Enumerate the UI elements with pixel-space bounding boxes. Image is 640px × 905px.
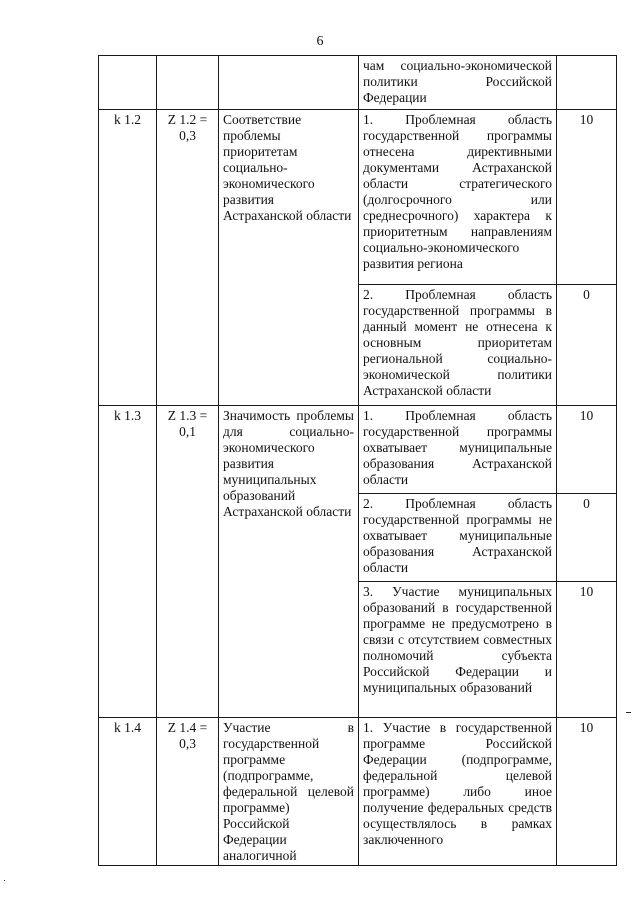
table-row <box>99 110 617 285</box>
score-cell: 0 <box>557 285 617 406</box>
criterion-code-cell: k 1.2 <box>99 110 157 406</box>
score-cell: 10 <box>557 110 617 285</box>
option-cell: 2. Проблемная область государственной программы не охватывает муниципальные образования Астраханской области <box>359 494 557 582</box>
criterion-cell: Соответствие проблемы приоритетам социально-экономического развития Астраханской области <box>219 110 359 406</box>
weight-cell <box>157 56 219 110</box>
criterion-cell <box>219 56 359 110</box>
option-cell: 1. Участие в государственной программе Российской Федерации (подпрограмме, федеральной целевой программе) либо иное получение федеральных средств осуществлялось в рамках заключенного <box>359 718 557 866</box>
criterion-cell: Участие в государственной программе (подпрограмме, федеральной целевой программе) Российской Федерации аналогичной <box>219 718 359 866</box>
weight-cell: Z 1.3 = 0,1 <box>157 406 219 718</box>
criteria-table <box>98 55 617 866</box>
criterion-code-cell: k 1.3 <box>99 406 157 718</box>
page-number: 6 <box>316 34 324 49</box>
criterion-cell: Значимость проблемы для социально-экономического развития муниципальных образований Астраханской области <box>219 406 359 718</box>
criterion-code-cell: k 1.4 <box>99 718 157 866</box>
option-cell: 3. Участие муниципальных образований в государственной программе не предусмотрено в связи с отсутствием совместных полномочий субъекта Российской Федерации и муниципальных образований <box>359 582 557 718</box>
weight-cell: Z 1.4 = 0,3 <box>157 718 219 866</box>
scan-mark <box>626 712 631 713</box>
option-cell: 1. Проблемная область государственной программы охватывает муниципальные образования Астраханской области <box>359 406 557 494</box>
score-cell: 10 <box>557 582 617 718</box>
option-cell: 2. Проблемная область государственной программы в данный момент не отнесена к основным приоритетам региональной социально-экономической политики Астраханской области <box>359 285 557 406</box>
score-cell: 10 <box>557 718 617 866</box>
score-cell <box>557 56 617 110</box>
scan-mark <box>4 880 5 881</box>
option-cell: 1. Проблемная область государственной программы отнесена директивными документами Астраханской области стратегического (долгосрочного или среднесрочного) характера к приоритетным направлениям социально-экономического развития региона <box>359 110 557 285</box>
weight-cell: Z 1.2 = 0,3 <box>157 110 219 406</box>
score-cell: 10 <box>557 406 617 494</box>
criterion-code-cell <box>99 56 157 110</box>
table-row <box>99 56 617 110</box>
table-row <box>99 718 617 866</box>
table-row <box>99 406 617 494</box>
score-cell: 0 <box>557 494 617 582</box>
option-cell: чам социально-экономической политики Российской Федерации <box>359 56 557 110</box>
